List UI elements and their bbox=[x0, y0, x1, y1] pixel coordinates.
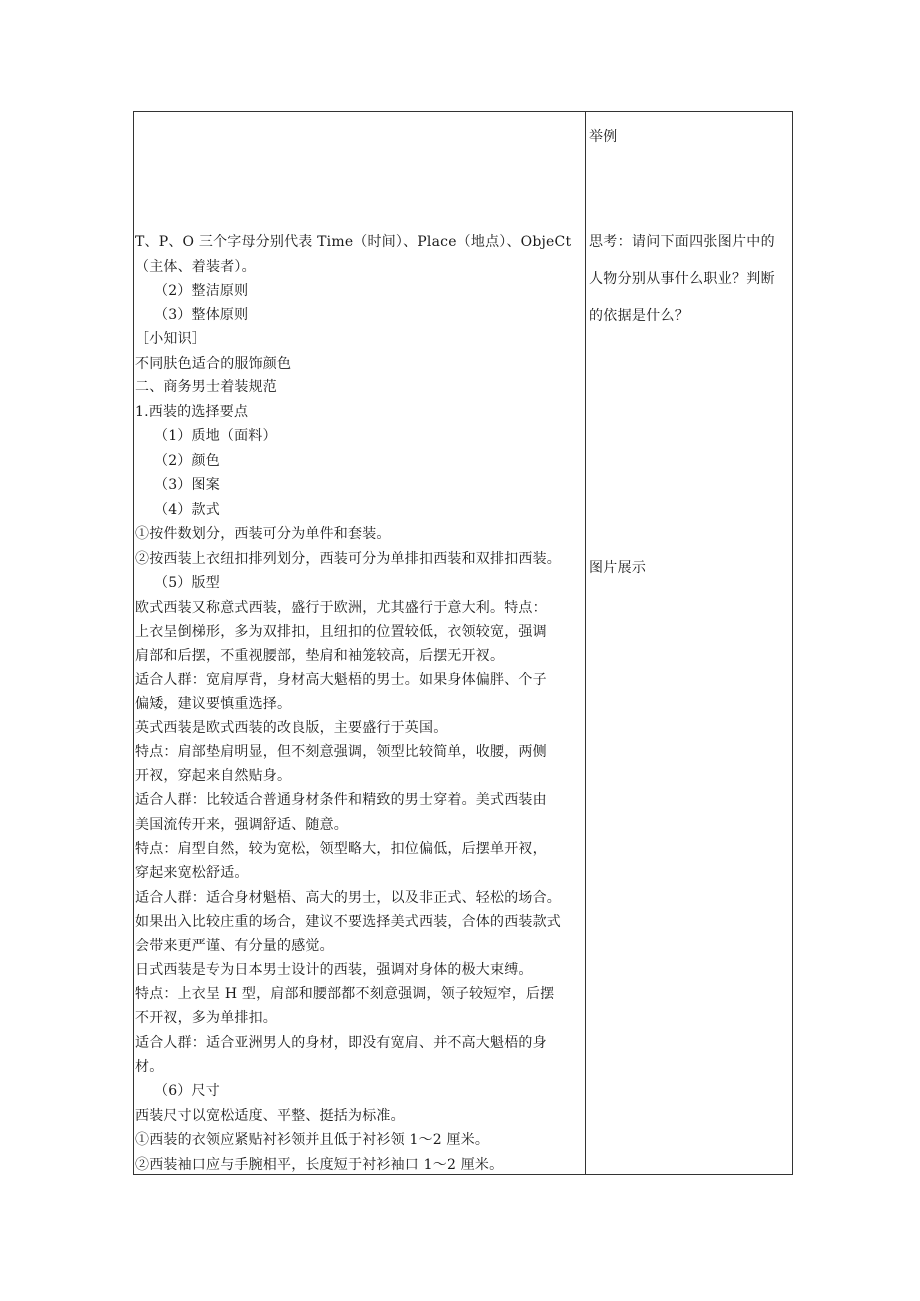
body-text-line: 开衩，穿起来自然贴身。 bbox=[135, 768, 292, 784]
body-text-line: 不同肤色适合的服饰颜色 bbox=[135, 356, 292, 372]
example-heading: 举例 bbox=[589, 129, 618, 145]
body-text-line: ②按西装上衣纽扣排列划分，西装可分为单排扣西装和双排扣西装。 bbox=[135, 551, 561, 567]
body-text-line: 二、商务男士着装规范 bbox=[135, 379, 277, 395]
picture-display-label: 图片展示 bbox=[589, 560, 647, 576]
body-text-line: 适合人群：比较适合普通身材条件和精致的男士穿着。美式西装由 bbox=[135, 792, 547, 808]
body-text-line: 日式西装是专为日本男士设计的西装，强调对身体的极大束缚。 bbox=[135, 962, 533, 978]
question-line-1: 思考：请问下面四张图片中的 bbox=[589, 234, 775, 250]
body-text-line: 美国流传开来，强调舒适、随意。 bbox=[135, 817, 348, 833]
body-text-line: 适合人群：适合亚洲男人的身材，即没有宽肩、并不高大魁梧的身 bbox=[135, 1035, 547, 1051]
body-text-line: （主体、着装者）。 bbox=[135, 259, 256, 275]
body-text-line: 肩部和后摆，不重视腰部，垫肩和袖笼较高，后摆无开衩。 bbox=[135, 648, 505, 664]
body-text-line: ①西装的衣领应紧贴衬衫领并且低于衬衫领 1～2 厘米。 bbox=[135, 1132, 490, 1148]
body-text-line: （3）整体原则 bbox=[154, 307, 249, 323]
body-text-line: 不开衩，多为单排扣。 bbox=[135, 1010, 277, 1026]
content-table bbox=[133, 111, 793, 1175]
body-text-line: 英式西装是欧式西装的改良版，主要盛行于英国。 bbox=[135, 720, 448, 736]
body-text-line: 穿起来宽松舒适。 bbox=[135, 865, 249, 881]
body-text-line: （6）尺寸 bbox=[154, 1083, 220, 1099]
body-text-line: 上衣呈倒梯形，多为双排扣，且纽扣的位置较低，衣领较宽，强调 bbox=[135, 624, 547, 640]
right-column bbox=[586, 112, 793, 1174]
body-text-line: 1.西装的选择要点 bbox=[135, 404, 249, 420]
body-text-line: 如果出入比较庄重的场合，建议不要选择美式西装，合体的西装款式 bbox=[135, 914, 561, 930]
left-column bbox=[134, 112, 585, 1174]
body-text-line: （2）整洁原则 bbox=[154, 283, 249, 299]
question-line-2: 人物分别从事什么职业？判断 bbox=[589, 271, 775, 287]
body-text-line: ［小知识］ bbox=[135, 331, 206, 347]
body-text-line: 适合人群：适合身材魁梧、高大的男士，以及非正式、轻松的场合。 bbox=[135, 890, 561, 906]
body-text-line: （3）图案 bbox=[154, 477, 220, 493]
body-text-line: 偏矮，建议要慎重选择。 bbox=[135, 696, 292, 712]
body-text-line: 材。 bbox=[135, 1059, 164, 1075]
body-text-line: （2）颜色 bbox=[154, 453, 220, 469]
body-text-line: ①按件数划分，西装可分为单件和套装。 bbox=[135, 526, 391, 542]
body-text-line: 西装尺寸以宽松适度、平整、挺括为标准。 bbox=[135, 1108, 405, 1124]
body-text-line: T、P、O 三个字母分别代表 Time（时间）、Place（地点）、ObjeCt bbox=[135, 234, 572, 250]
body-text-line: 欧式西装又称意式西装，盛行于欧洲，尤其盛行于意大利。特点： bbox=[135, 600, 547, 616]
body-text-line: （4）款式 bbox=[154, 502, 220, 518]
body-text-line: 特点：肩型自然，较为宽松，领型略大，扣位偏低，后摆单开衩， bbox=[135, 841, 547, 857]
body-text-line: （1）质地（面料） bbox=[154, 428, 277, 444]
body-text-line: ②西装袖口应与手腕相平，长度短于衬衫袖口 1～2 厘米。 bbox=[135, 1157, 504, 1173]
body-text-line: 特点：肩部垫肩明显，但不刻意强调，领型比较简单，收腰，两侧 bbox=[135, 744, 547, 760]
question-line-3: 的依据是什么？ bbox=[589, 308, 690, 324]
body-text-line: 会带来更严谨、有分量的感觉。 bbox=[135, 938, 334, 954]
body-text-line: 适合人群：宽肩厚背，身材高大魁梧的男士。如果身体偏胖、个子 bbox=[135, 672, 547, 688]
body-text-line: 特点：上衣呈 H 型，肩部和腰部都不刻意强调，领子较短窄，后摆 bbox=[135, 986, 555, 1002]
body-text-line: （5）版型 bbox=[154, 575, 220, 591]
